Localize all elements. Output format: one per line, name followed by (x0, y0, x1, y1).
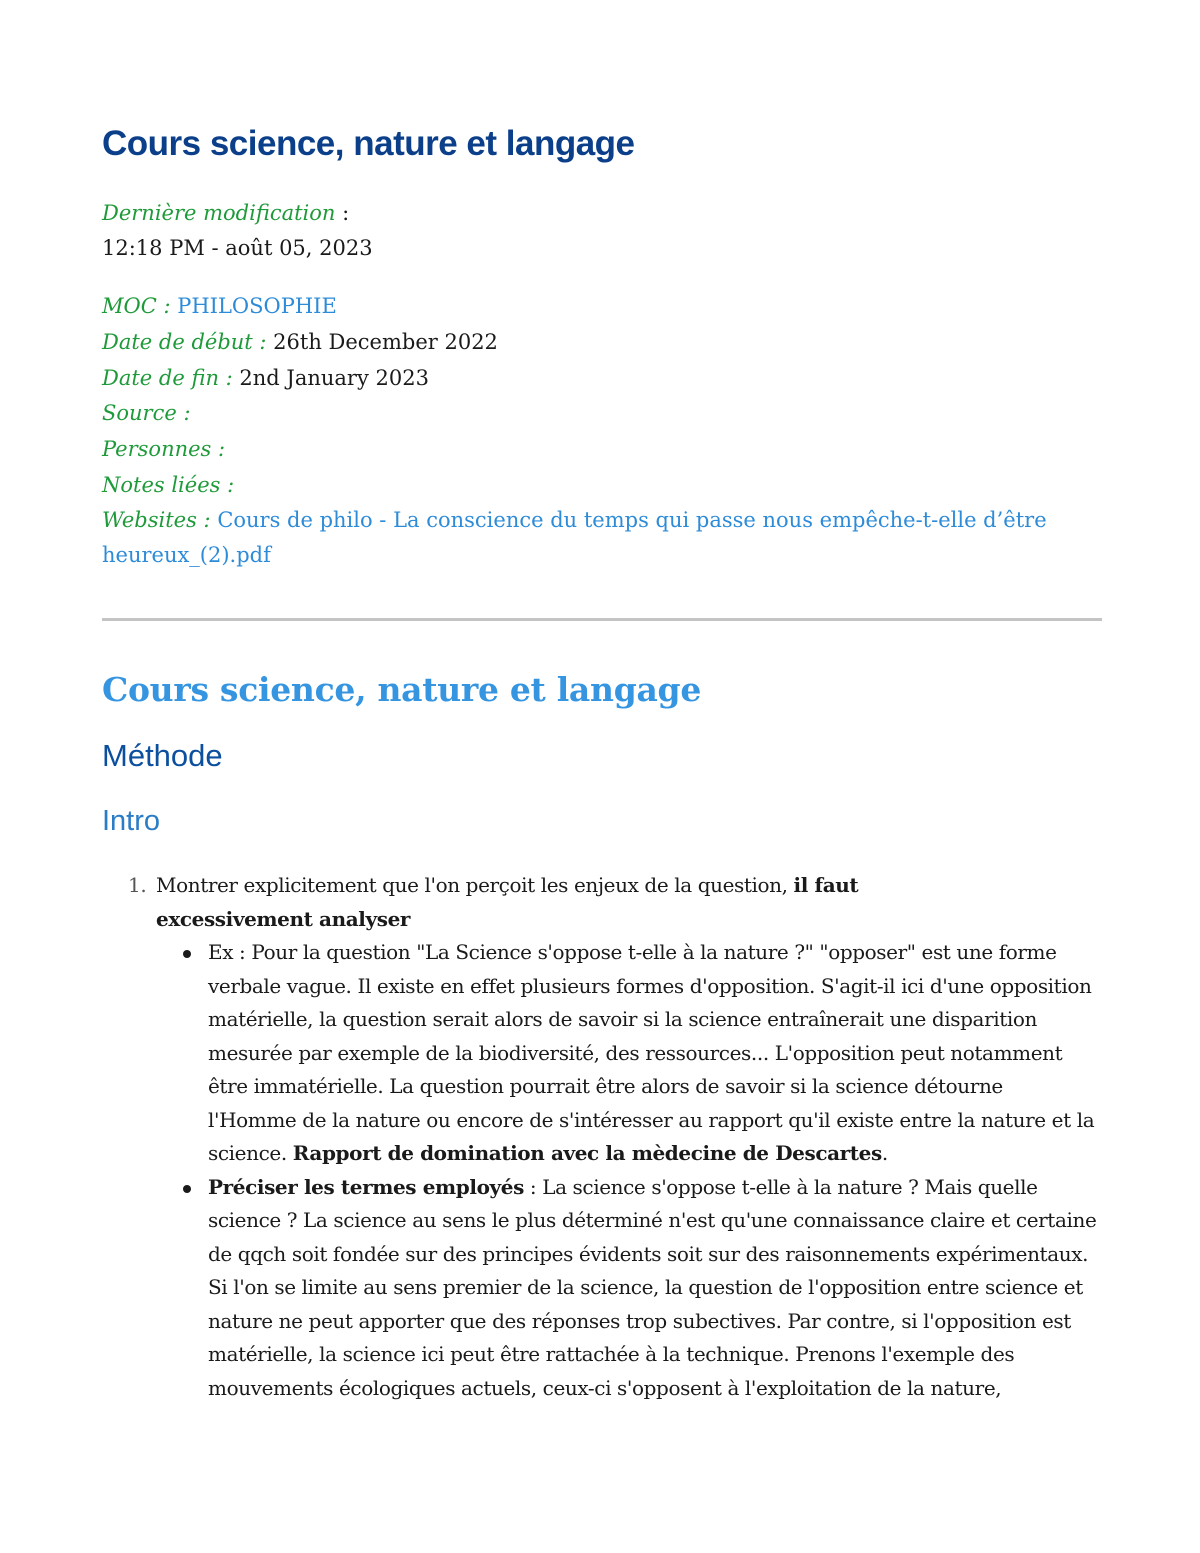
end-label: Date de fin : (102, 366, 240, 390)
bullet-text: Ex : Pour la question "La Science s'oppose t-elle à la nature ?" "opposer" est une forme verbale vague. Il existe en effet plusieurs formes d'opposition. S'agit-il ici d'une opposition matérielle, la question serait alors de savoir si la science entraînerait une disparition mesurée par exemple de la biodiversité, des ressources... L'opposition peut notamment être immatérielle. La question pourrait être alors de savoir si la science détourne l'Homme de la nature ou encore de s'intéresser au rapport qu'il existe entre la nature et la science. (208, 940, 1095, 1165)
modified-label-line (102, 198, 349, 228)
people-line (102, 434, 225, 464)
source-line (102, 398, 191, 428)
modified-label: Dernière modification (102, 201, 336, 225)
website-link-part2[interactable]: heureux_(2).pdf (102, 543, 271, 567)
subsection-heading-methode: Méthode (102, 738, 223, 773)
linked-notes-line (102, 470, 234, 500)
moc-line (102, 291, 337, 321)
linked-notes-label: Notes liées : (102, 473, 235, 497)
websites-label: Websites : (102, 508, 218, 532)
start-date-line (102, 327, 498, 357)
section-heading: Cours science, nature et langage (102, 670, 702, 709)
bullet-end: . (881, 1141, 888, 1165)
bullet-dot (183, 950, 191, 958)
people-label: Personnes : (102, 437, 226, 461)
moc-link[interactable]: PHILOSOPHIE (177, 294, 337, 318)
list-item-bold-b: excessivement analyser (156, 906, 411, 931)
list-item-text: Montrer explicitement que l'on perçoit les enjeux de la question, (156, 873, 794, 897)
list-item-bold-a: il faut (793, 873, 859, 897)
subsection-heading-intro: Intro (102, 805, 161, 837)
end-value: 2nd January 2023 (239, 366, 429, 390)
bullet-item (102, 1171, 1102, 1406)
list-number: 1. (128, 873, 147, 897)
bullet-bold: Préciser les termes employés (208, 1174, 524, 1199)
start-value: 26th December 2022 (273, 330, 498, 354)
start-label: Date de début : (102, 330, 274, 354)
bullet-text: : La science s'oppose t-elle à la nature ? Mais quelle science ? La science au sens le plus déterminé n'est qu'une connaissance claire et certaine de qqch soit fondée sur des principes évidents soit sur des raisonnements expérimentaux. Si l'on se limite au sens premier de la science, la question de l'opposition entre science et nature ne peut apporter que des réponses trop subectives. Par contre, si l'opposition est matérielle, la science ici peut être rattachée à la technique. Prenons l'exemple des mouvements écologiques actuels, ceux-ci s'opposent à l'exploitation de la nature, (208, 1174, 1097, 1400)
bullet-dot (183, 1185, 191, 1193)
list-item (102, 869, 1102, 936)
websites-line (102, 505, 1047, 535)
page-title: Cours science, nature et langage (102, 124, 635, 163)
end-date-line (102, 363, 429, 393)
ordered-list (102, 869, 1102, 1405)
modified-value: 12:18 PM - août 05, 2023 (102, 236, 373, 260)
website-link-part1[interactable]: Cours de philo - La conscience du temps qui passe nous empêche-t-elle d’être (217, 508, 1047, 532)
modified-sep: : (335, 201, 350, 225)
bullet-item (102, 936, 1096, 1171)
bullet-bold: Rapport de domination avec la mèdecine de Descartes (292, 1141, 882, 1165)
divider (102, 618, 1102, 621)
source-label: Source : (102, 401, 191, 425)
moc-label: MOC : (102, 294, 178, 318)
